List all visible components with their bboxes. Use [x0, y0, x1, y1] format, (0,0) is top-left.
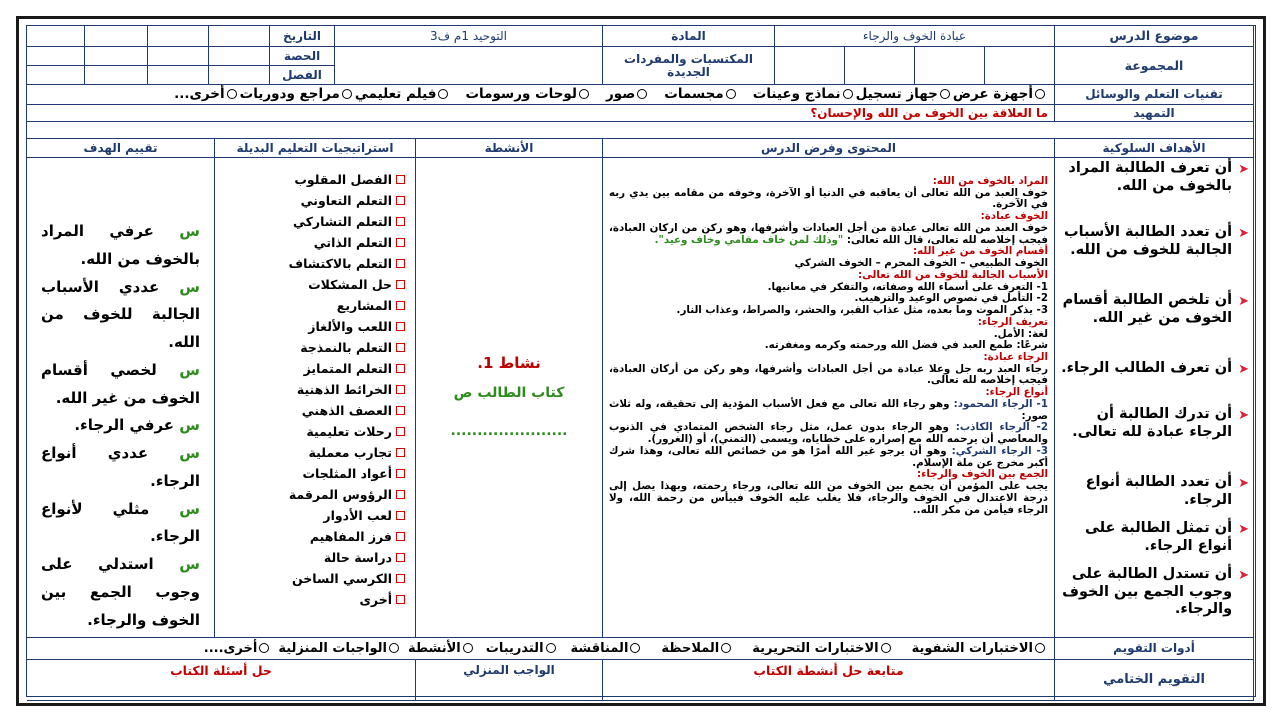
assessment-options — [27, 638, 1055, 660]
content-paragraph: لغة: الأمل. — [993, 327, 1048, 340]
content-list-item: 1- التعرف على أسماء الله وصفاته، والتفكر في معانيها. — [767, 280, 1048, 293]
content-heading: الأسباب الجالبة للخوف من الله تعالى: — [858, 268, 1048, 281]
spacer-row — [27, 122, 1254, 139]
evaluation-item: س مثلي لأنواع الرجاء. — [41, 499, 200, 546]
objectives-header: الأهداف السلوكية — [1055, 139, 1254, 158]
objectives-cell — [1055, 158, 1254, 638]
evaluation-item: س عددي أنواع الرجاء. — [41, 444, 200, 490]
activity-dots: ...................... — [450, 423, 568, 440]
strategy-option[interactable]: دراسة حالة — [324, 551, 405, 564]
strategy-option[interactable]: فرز المفاهيم — [310, 530, 405, 543]
class-field-2[interactable] — [148, 66, 209, 85]
closing-followup: متابعة حل أنشطة الكتاب — [603, 660, 1055, 701]
content-paragraph: يجب على المؤمن أن يجمع بين الخوف من الله تعالى، ورجاء رحمته، وبهذا يصل إلى درجة الاعتدال في الخوف والرجاء، فلا يغلب عليه الخوف فييأس من رحمة الله، ولا الرجاء فيأمن من مكر الله.. — [609, 480, 1048, 516]
strategy-option[interactable]: المشاريع — [337, 299, 405, 312]
objective-item: ➤ أن تستدل الطالبة على وجوب الجمع بين الخوف والرجاء. — [1062, 566, 1249, 618]
assessment-option[interactable]: أخرى.... — [204, 642, 273, 656]
lesson-topic-value: عبادة الخوف والرجاء — [775, 26, 1055, 47]
strategy-option[interactable]: لعب الأدوار — [323, 509, 405, 522]
homework-value: حل أسئلة الكتاب — [27, 660, 416, 701]
tools-options — [27, 85, 1055, 105]
class-field-1[interactable] — [209, 66, 270, 85]
strategy-option[interactable]: الكرسي الساخن — [292, 572, 405, 585]
assessment-label: أدوات التقويم — [1055, 638, 1254, 660]
strategy-option[interactable]: أعواد المثلجات — [302, 467, 405, 480]
tool-option[interactable]: نماذج وعينات — [753, 87, 856, 101]
strategies-cell — [215, 158, 416, 638]
content-heading: أقسام الخوف من غير الله: — [913, 245, 1048, 258]
vocab-label: المكتسبات والمفردات الجديدة — [603, 47, 775, 85]
period-field-4[interactable] — [27, 47, 85, 66]
subject-label: المادة — [603, 26, 775, 47]
group-label: المجموعة — [1055, 47, 1254, 85]
strategy-option[interactable]: رحلات تعليمية — [306, 425, 405, 438]
strategy-option[interactable]: التعلم التشاركي — [293, 215, 405, 228]
content-heading: تعريف الرجاء: — [977, 315, 1048, 328]
strategies-header: استراتيجيات التعليم البديلة — [215, 139, 416, 158]
content-list-item: 3- الرجاء الشركي: وهو أن يرجو غير الله أمرًا هو من خصائص الله تعالى، وهذا شرك أكبر مخرج عن ملة الإسلام. — [609, 444, 1048, 469]
closing-label: التقويم الختامي — [1055, 660, 1254, 701]
strategy-option[interactable]: اللعب والألغاز — [308, 320, 405, 333]
objective-item: ➤ أن تمثل الطالبة على أنواع الرجاء. — [1084, 520, 1249, 554]
evaluation-list — [41, 218, 200, 634]
content-heading: المراد بالخوف من الله: — [932, 175, 1048, 187]
objective-item: ➤ أن تعرف الطالبة المراد بالخوف من الله. — [1068, 160, 1249, 194]
group-cell-4[interactable] — [775, 47, 845, 85]
assessment-option[interactable]: الاختبارات الشفوية — [912, 642, 1048, 656]
lesson-plan-table — [26, 25, 1256, 697]
class-label: الفصل — [270, 66, 335, 85]
content-cell — [603, 158, 1055, 638]
objective-item: ➤ أن تلخص الطالبة أقسام الخوف من غير الله. — [1062, 292, 1249, 326]
group-cell-2[interactable] — [915, 47, 985, 85]
content-heading: الجمع بين الخوف والرجاء: — [917, 468, 1048, 481]
intro-question: ما العلاقة بين الخوف من الله والإحسان؟ — [27, 105, 1055, 122]
strategy-option[interactable]: التعلم بالنمذجة — [300, 341, 405, 354]
tool-option[interactable]: لوحات ورسومات — [465, 87, 592, 101]
strategy-option[interactable]: الخرائط الذهنية — [297, 383, 405, 396]
content-list-item: 1- الرجاء المحمود: وهو رجاء الله تعالى مع فعل الأسباب المؤدية إلى تحقيقه، وله ثلاث صور: — [609, 397, 1049, 422]
lesson-topic-label: موضوع الدرس — [1055, 26, 1254, 47]
strategy-option[interactable]: حل المشكلات — [308, 278, 405, 291]
activities-cell — [416, 158, 603, 638]
content-paragraph: خوف العبد من الله تعالى عبادة من أجل العبادات وأشرفها، وهو ركن من اركان العبادة، فيجب إخلاصه لله تعالى، قال الله تعالى: "وذلك لمن خاف مقامي وخاف وعيد". — [609, 221, 1048, 246]
tool-option[interactable]: مراجع ودوريات — [240, 87, 355, 101]
date-label: التاريخ — [270, 26, 335, 47]
tool-option[interactable]: فيلم تعليمي — [355, 87, 452, 101]
content-list-item: 3- يذكر الموت وما بعده، مثل عذاب القبر، والحشر، والصراط، وعذاب النار. — [676, 304, 1048, 317]
date-field-3[interactable] — [85, 26, 148, 47]
date-field-2[interactable] — [148, 26, 209, 47]
strategy-option[interactable]: التعلم المتمايز — [304, 362, 405, 375]
period-field-1[interactable] — [209, 47, 270, 66]
strategy-option[interactable]: التعلم الذاتي — [314, 236, 405, 249]
content-verse: "وذلك لمن خاف مقامي وخاف وعيد". — [654, 233, 844, 246]
lesson-plan-frame — [16, 16, 1266, 706]
objective-item: ➤ أن تعدد الطالبة أنواع الرجاء. — [1085, 474, 1249, 508]
tools-label: تقنيات التعلم والوسائل — [1055, 85, 1254, 105]
period-field-2[interactable] — [148, 47, 209, 66]
content-header: المحتوى وفرض الدرس — [603, 139, 1055, 158]
date-field-4[interactable] — [27, 26, 85, 47]
subject-value: التوحيد 1م ف3 — [335, 26, 603, 47]
intro-label: التمهيد — [1055, 105, 1254, 122]
evaluation-item: س عرفي المراد بالخوف من الله. — [41, 222, 200, 268]
strategy-option[interactable]: الفصل المقلوب — [294, 173, 405, 186]
evaluation-cell — [27, 158, 215, 638]
content-heading: الرجاء عبادة: — [983, 351, 1048, 364]
objective-item: ➤ أن تعدد الطالبة الأسباب الجالبة للخوف من الله. — [1064, 224, 1249, 258]
objective-item: ➤ أن تدرك الطالبة أن الرجاء عبادة لله تعالى. — [1072, 406, 1249, 440]
content-paragraph: شرعًا: طمع العبد في فضل الله ورحمته وكرمه ومغفرته. — [764, 339, 1048, 352]
class-field-4[interactable] — [27, 66, 85, 85]
assessment-option[interactable]: الأنشطة — [408, 642, 476, 656]
activity-book-ref: كتاب الطالب ص — [453, 384, 565, 401]
content-heading: أنواع الرجاء: — [985, 386, 1048, 399]
assessment-option[interactable]: التدريبات — [486, 642, 559, 656]
group-cell-1[interactable] — [985, 47, 1055, 85]
assessment-option[interactable]: الواجبات المنزلية — [278, 642, 402, 656]
content-paragraph: خوف العبد من الله تعالى أن يعاقبه في الدنيا أو الآخرة، وخوفه من مقامه بين يدي ربه في الآخرة. — [609, 186, 1048, 211]
period-label: الحصة — [270, 47, 335, 66]
date-field-1[interactable] — [209, 26, 270, 47]
assessment-option[interactable]: المناقشة — [571, 642, 644, 656]
content-body — [609, 176, 1048, 516]
evaluation-item: س استدلي على وجوب الجمع بين الخوف والرجاء. — [41, 555, 200, 629]
evaluation-item: س عرفي الرجاء. — [74, 416, 200, 435]
tool-option[interactable]: أخرى... — [174, 87, 240, 101]
class-field-3[interactable] — [85, 66, 148, 85]
tool-option[interactable]: جهاز تسجيل — [856, 87, 953, 101]
assessment-option[interactable]: الاختبارات التحريرية — [752, 642, 893, 656]
tool-option[interactable]: صور — [606, 87, 650, 101]
vocab-value[interactable] — [335, 47, 603, 85]
strategy-option[interactable]: التعلم التعاوني — [301, 194, 405, 207]
activities-header: الأنشطة — [416, 139, 603, 158]
strategy-option[interactable]: الرؤوس المرقمة — [289, 488, 405, 501]
strategy-option[interactable]: العصف الذهني — [302, 404, 405, 417]
evaluation-header: تقييم الهدف — [27, 139, 215, 158]
strategy-option[interactable]: تجارب معملية — [309, 446, 405, 459]
content-heading: الخوف عبادة: — [980, 210, 1048, 223]
content-list-item: 2- الرجاء الكاذب: وهو الرجاء بدون عمل، مثل رجاء الشخص المتمادي في الذنوب والمعاصي أن يرحمه الله مع إصراره على خطاياه، ويسمى (التمني)، أو (الغرور). — [609, 421, 1049, 446]
tool-option[interactable]: أجهزة عرض — [953, 87, 1048, 101]
group-cell-3[interactable] — [845, 47, 915, 85]
content-list-item: 2- التأمل في نصوص الوعيد والترهيب. — [854, 292, 1048, 305]
assessment-option[interactable]: الملاحظة — [661, 642, 734, 656]
tool-option[interactable]: مجسمات — [664, 87, 739, 101]
activity-title: نشاط 1. — [477, 353, 541, 372]
evaluation-item: س عددي الأسباب الجالبة للخوف من الله. — [41, 277, 200, 351]
strategy-option[interactable]: أخرى — [359, 593, 405, 606]
evaluation-item: س لخصي أقسام الخوف من غير الله. — [41, 360, 200, 407]
content-paragraph: رجاء العبد ربه جل وعلا عبادة من أجل العبادات وأشرفها، وهو ركن من أركان العبادة، فيجب إخلاصه لله تعالى. — [609, 362, 1048, 387]
strategy-option[interactable]: التعلم بالاكتشاف — [289, 257, 405, 270]
content-paragraph: الخوف الطبيعي – الخوف المحرم – الخوف الشركي — [794, 257, 1048, 270]
homework-label: الواجب المنزلي — [416, 660, 603, 701]
period-field-3[interactable] — [85, 47, 148, 66]
objective-item: ➤ أن تعرف الطالب الرجاء. — [1061, 360, 1249, 377]
